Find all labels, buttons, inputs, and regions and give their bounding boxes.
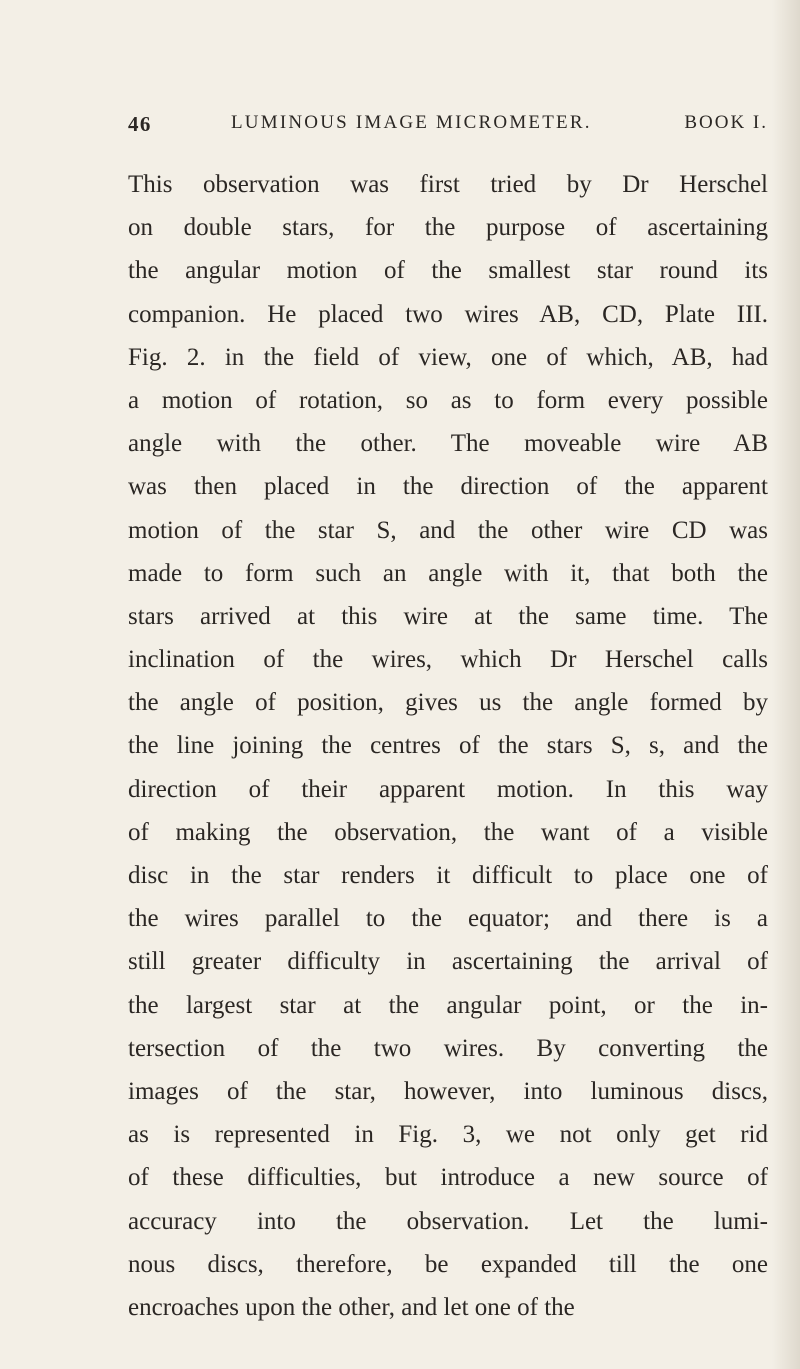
text-line: Fig. 2. in the field of view, one of which, AB, had	[128, 343, 768, 371]
running-title: LUMINOUS IMAGE MICROMETER.	[231, 112, 592, 133]
text-line: accuracy into the observation. Let the lumi-	[128, 1207, 768, 1235]
text-line: angle with the other. The moveable wire AB	[128, 430, 768, 458]
text-line: companion. He placed two wires AB, CD, Plate III.	[128, 300, 768, 328]
text-line: motion of the star S, and the other wire CD was	[128, 516, 768, 544]
text-line: images of the star, however, into luminous discs,	[128, 1077, 768, 1105]
text-line: of these difficulties, but introduce a new source of	[128, 1164, 768, 1192]
running-header	[128, 112, 768, 146]
text-line: stars arrived at this wire at the same time. The	[128, 602, 768, 630]
text-line: This observation was first tried by Dr Herschel	[128, 171, 768, 198]
text-line: was then placed in the direction of the apparent	[128, 473, 768, 501]
text-line: the wires parallel to the equator; and there is a	[128, 905, 768, 933]
text-line: on double stars, for the purpose of ascertaining	[128, 214, 768, 242]
text-line: of making the observation, the want of a visible	[128, 818, 768, 846]
text-line: disc in the star renders it difficult to place one of	[128, 862, 768, 889]
text-line: inclination of the wires, which Dr Herschel calls	[128, 646, 768, 674]
book-label: BOOK I.	[684, 112, 768, 133]
text-line: the largest star at the angular point, or the in-	[128, 991, 768, 1019]
text-line: the angle of position, gives us the angle formed by	[128, 689, 768, 717]
text-line: encroaches upon the other, and let one of the	[128, 1293, 575, 1321]
page-number: 46	[128, 112, 152, 136]
text-line: the line joining the centres of the stars S, s, and the	[128, 732, 768, 760]
body-text	[128, 163, 768, 1329]
text-line: still greater difficulty in ascertaining the arrival of	[128, 948, 768, 976]
text-line: a motion of rotation, so as to form every possible	[128, 386, 768, 414]
text-line: tersection of the two wires. By converting the	[128, 1034, 768, 1062]
text-line: nous discs, therefore, be expanded till the one	[128, 1250, 768, 1278]
text-line: direction of their apparent motion. In this way	[128, 775, 768, 803]
page-edge-shadow	[772, 0, 800, 1369]
text-line: made to form such an angle with it, that both the	[128, 559, 768, 587]
text-line: as is represented in Fig. 3, we not only get rid	[128, 1121, 768, 1149]
text-line: the angular motion of the smallest star round its	[128, 257, 768, 285]
